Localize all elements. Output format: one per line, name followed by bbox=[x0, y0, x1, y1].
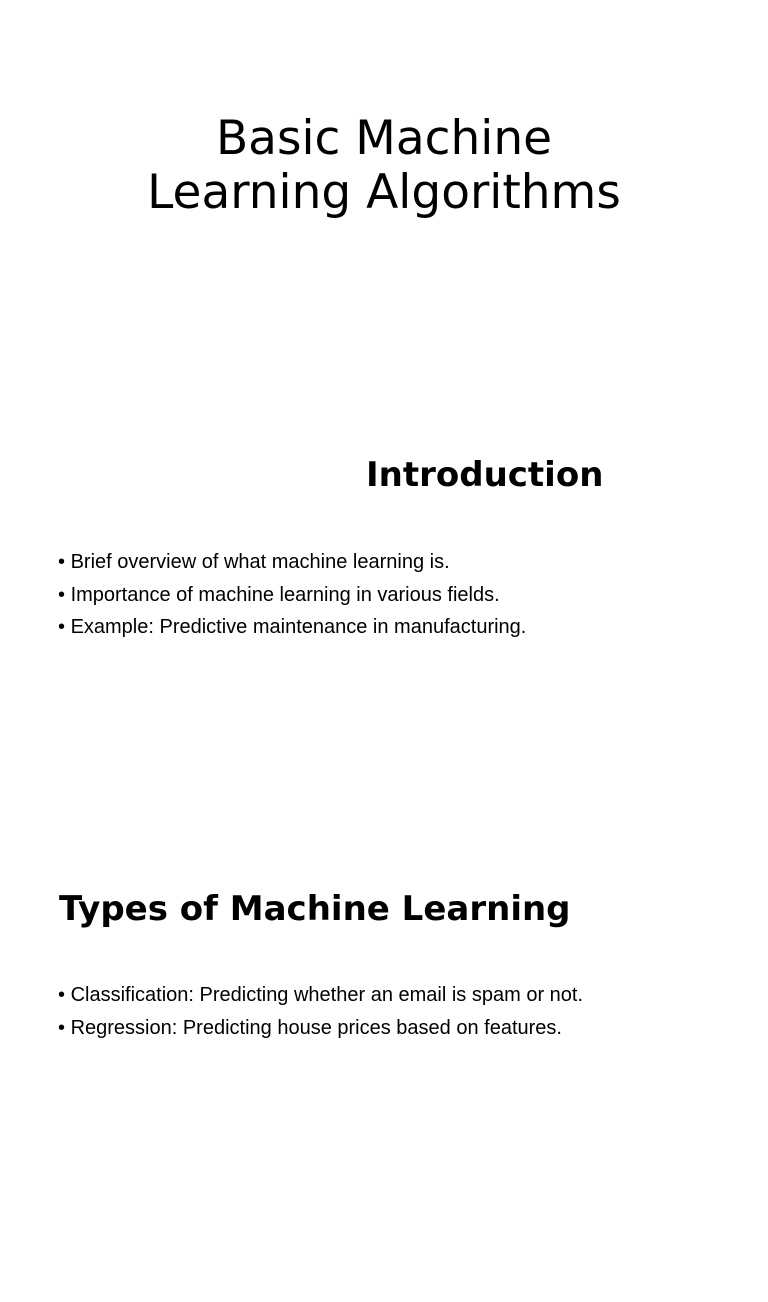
bullet-list bbox=[58, 546, 526, 644]
bullet-list bbox=[58, 979, 583, 1044]
deck-title bbox=[0, 112, 768, 220]
types-slide bbox=[0, 868, 768, 1302]
slide-heading: Introduction bbox=[366, 455, 604, 495]
bullet-item: • Regression: Predicting house prices based on features. bbox=[58, 1012, 583, 1045]
introduction-slide bbox=[0, 434, 768, 868]
title-slide bbox=[0, 0, 768, 434]
deck-title-line: Learning Algorithms bbox=[147, 165, 621, 220]
deck-title-line: Basic Machine bbox=[215, 111, 553, 166]
bullet-item: • Classification: Predicting whether an email is spam or not. bbox=[58, 979, 583, 1012]
bullet-item: • Example: Predictive maintenance in manufacturing. bbox=[58, 611, 526, 644]
slide-heading: Types of Machine Learning bbox=[59, 889, 571, 929]
bullet-item: • Brief overview of what machine learning is. bbox=[58, 546, 526, 579]
bullet-item: • Importance of machine learning in various fields. bbox=[58, 579, 526, 612]
